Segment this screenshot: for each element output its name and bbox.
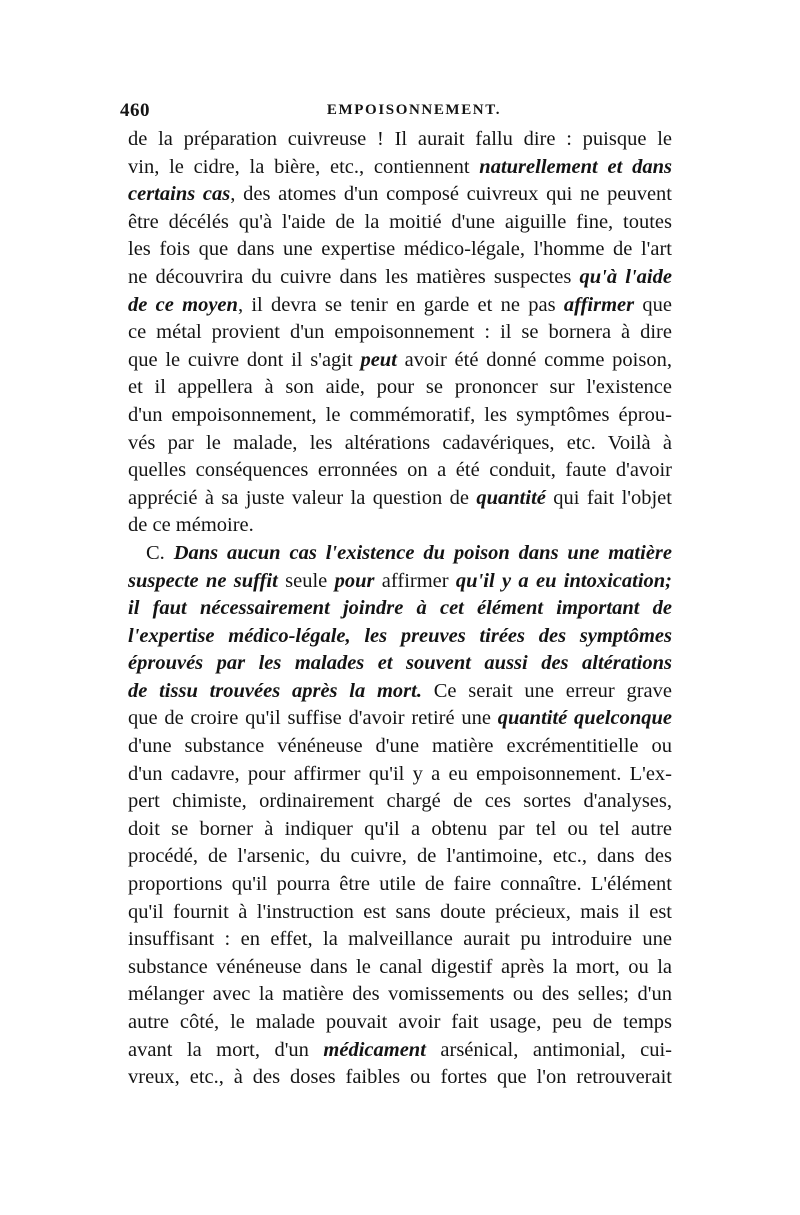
text-line	[128, 1064, 672, 1092]
text-segment: de ce mémoire.	[128, 514, 254, 537]
text-segment: que	[634, 293, 672, 316]
text-segment: vés par le malade, les altérations cadavériques, etc. Voilà à	[128, 431, 672, 454]
text-line	[128, 899, 672, 927]
text-line	[128, 126, 672, 154]
text-line	[128, 1009, 672, 1037]
italic-text: de tissu trouvées après la mort.	[128, 679, 422, 702]
text-segment: substance vénéneuse dans le canal digestif après la mort, ou la	[128, 955, 672, 978]
text-segment: ce métal provient d'un empoisonnement : il se bornera à dire	[128, 321, 672, 344]
text-segment: pert chimiste, ordinairement chargé de ces sortes d'analyses,	[128, 790, 672, 813]
text-segment: ne découvrira du cuivre dans les matières suspectes	[128, 265, 580, 288]
text-segment: apprécié à sa juste valeur la question de	[128, 486, 477, 509]
text-line	[128, 181, 672, 209]
text-segment: , des atomes d'un composé cuivreux qui ne peuvent	[230, 183, 672, 206]
text-line	[128, 733, 672, 761]
running-title: EMPOISONNEMENT.	[326, 102, 502, 118]
text-line	[128, 788, 672, 816]
page-header	[116, 96, 672, 124]
text-line	[128, 236, 672, 264]
text-line	[128, 347, 672, 375]
text-segment: procédé, de l'arsenic, du cuivre, de l'antimoine, etc., dans des	[128, 845, 672, 868]
text-line	[128, 650, 672, 678]
text-segment: seule	[277, 569, 335, 592]
italic-text: médicament	[323, 1038, 426, 1061]
text-line	[128, 954, 672, 982]
italic-text: pour	[334, 569, 375, 592]
text-line	[128, 1037, 672, 1065]
text-line	[128, 292, 672, 320]
italic-text: naturellement et dans	[479, 155, 672, 178]
text-segment: affirmer	[374, 569, 456, 592]
body-text	[128, 126, 672, 1092]
italic-text: suspecte ne suffit	[128, 569, 278, 592]
text-line	[128, 981, 672, 1009]
italic-text: éprouvés par les malades et souvent aussi des altérations	[128, 652, 672, 675]
italic-text: affirmer	[563, 293, 635, 316]
text-segment: être décélés qu'à l'aide de la moitié d'une aiguille fine, toutes	[128, 210, 672, 233]
text-segment: insuffisant : en effet, la malveillance aurait pu introduire une	[128, 928, 672, 951]
text-line	[128, 678, 672, 706]
italic-text: quantité	[476, 486, 546, 509]
text-line	[128, 402, 672, 430]
text-segment: autre côté, le malade pouvait avoir fait usage, peu de temps	[128, 1011, 672, 1033]
italic-text: l'expertise médico-légale, les preuves tirées des symptômes	[128, 624, 672, 647]
text-segment: que le cuivre dont il s'agit	[128, 348, 361, 371]
text-line	[128, 595, 672, 623]
text-line	[128, 512, 672, 540]
text-line	[128, 816, 672, 844]
text-segment: de la préparation cuivreuse ! Il aurait fallu dire : puisque le	[128, 128, 672, 150]
text-segment: qui fait l'objet	[545, 486, 672, 509]
text-segment: qu'il fournit à l'instruction est sans doute précieux, mais il est	[128, 900, 672, 923]
text-line	[128, 430, 672, 458]
text-line	[128, 457, 672, 485]
text-segment: d'un cadavre, pour affirmer qu'il y a eu empoisonnement. L'ex-	[128, 762, 672, 785]
text-line	[128, 485, 672, 513]
text-segment: avoir été donné comme poison,	[396, 348, 672, 371]
text-line	[128, 154, 672, 182]
text-segment: , il devra se tenir en garde et ne pas	[237, 293, 564, 316]
italic-text: Dans aucun cas l'existence du poison dans une matière	[173, 541, 672, 564]
text-segment: les fois que dans une expertise médico-légale, l'homme de l'art	[128, 238, 672, 261]
text-segment: que de croire qu'il suffise d'avoir retiré une	[128, 707, 498, 730]
text-segment: et il appellera à son aide, pour se prononcer sur l'existence	[128, 376, 672, 399]
text-line	[128, 871, 672, 899]
text-segment: d'un empoisonnement, le commémoratif, les symptômes éprou-	[128, 403, 672, 426]
text-segment: proportions qu'il pourra être utile de faire connaître. L'élément	[128, 873, 672, 896]
italic-text: qu'il y a eu intoxication;	[455, 569, 672, 592]
italic-text: qu'à l'aide	[579, 265, 672, 288]
text-segment: vreux, etc., à des doses faibles ou fortes que l'on retrouverait	[128, 1066, 672, 1089]
text-segment: Ce serait une erreur grave	[421, 679, 672, 702]
text-line	[128, 761, 672, 789]
text-line	[128, 209, 672, 237]
text-line	[128, 319, 672, 347]
italic-text: certains cas	[128, 183, 231, 206]
text-line	[128, 623, 672, 651]
text-line	[128, 568, 672, 596]
text-line	[128, 540, 672, 568]
text-line	[128, 264, 672, 292]
italic-text: il faut nécessairement joindre à cet élément important de	[128, 597, 672, 620]
text-segment: arsénical, antimonial, cui-	[425, 1038, 672, 1061]
italic-text: quantité quelconque	[497, 707, 672, 730]
text-segment: vin, le cidre, la bière, etc., contiennent	[128, 155, 480, 178]
text-line	[128, 705, 672, 733]
text-segment: quelles conséquences erronnées on a été conduit, faute d'avoir	[128, 459, 672, 482]
text-segment: mélanger avec la matière des vomissements ou des selles; d'un	[128, 983, 672, 1006]
text-segment: C.	[146, 541, 174, 564]
page-number: 460	[120, 100, 150, 121]
text-segment: doit se borner à indiquer qu'il a obtenu par tel ou tel autre	[128, 817, 672, 840]
text-segment: avant la mort, d'un	[128, 1038, 324, 1061]
text-line	[128, 374, 672, 402]
text-line	[128, 926, 672, 954]
italic-text: peut	[360, 348, 397, 371]
text-line	[128, 843, 672, 871]
text-segment: d'une substance vénéneuse d'une matière excrémentitielle ou	[128, 735, 672, 758]
italic-text: de ce moyen	[128, 293, 238, 316]
